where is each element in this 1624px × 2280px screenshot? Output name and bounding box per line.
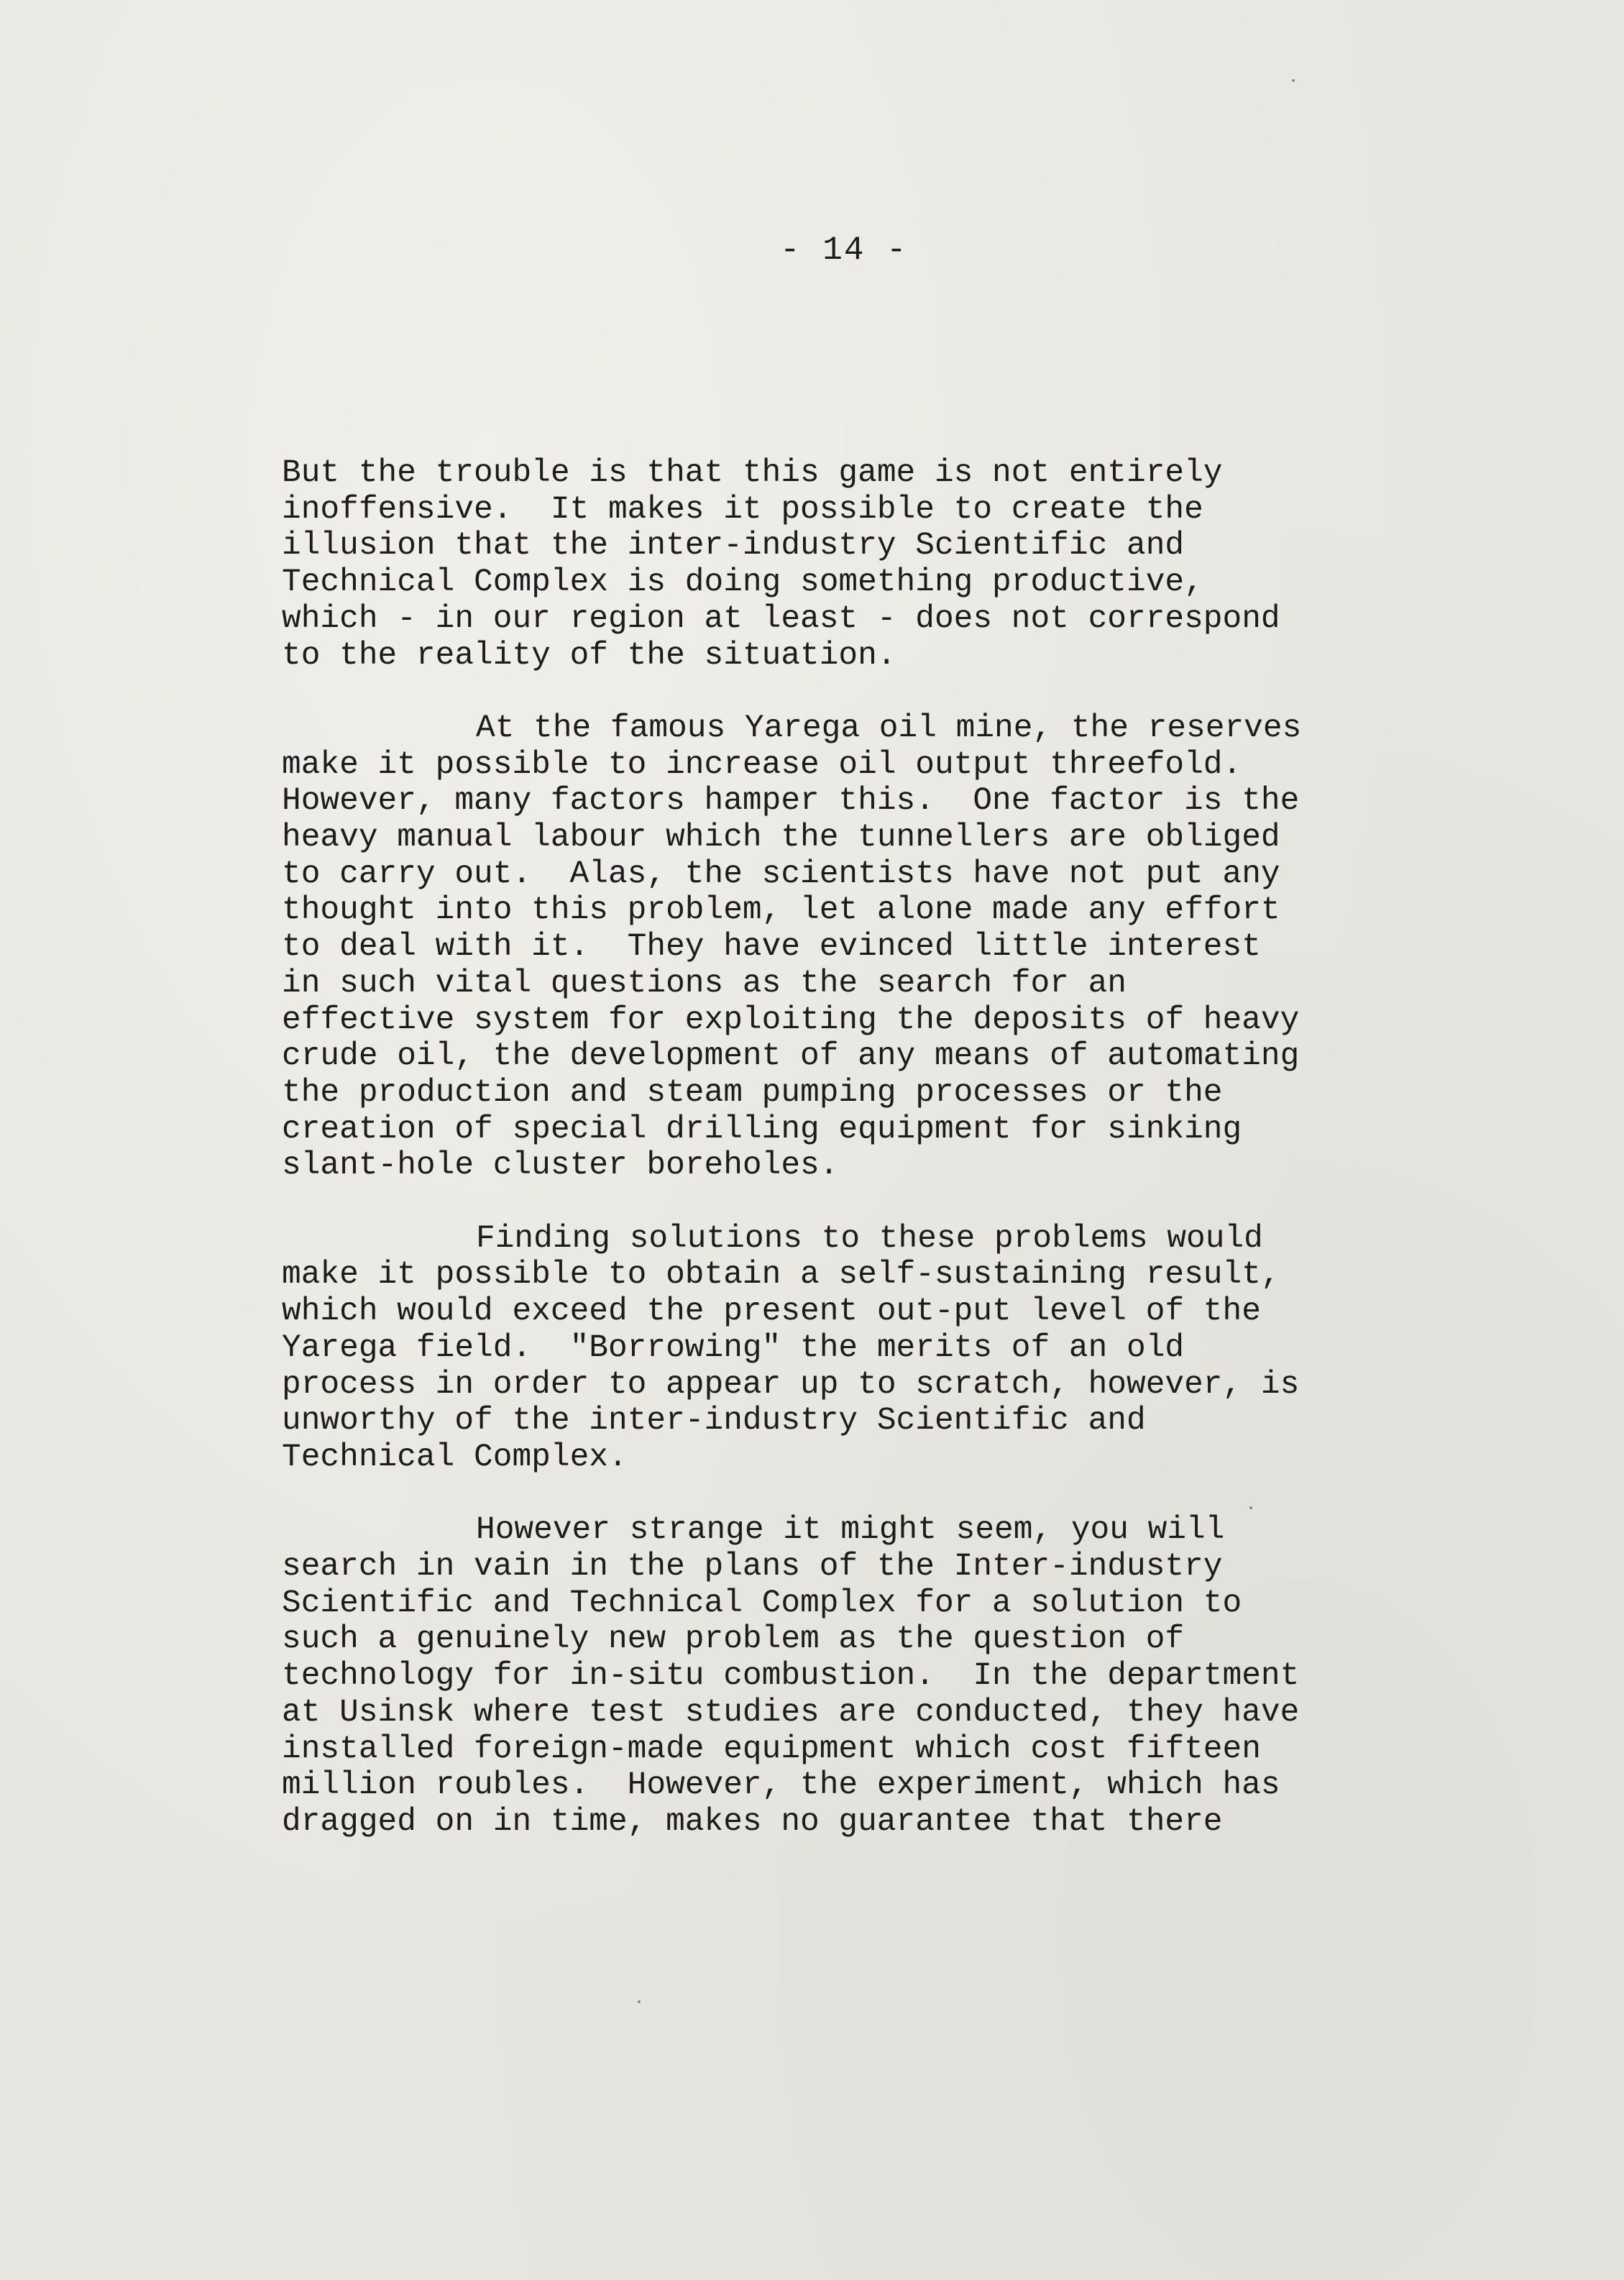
text-line: at Usinsk where test studies are conducted, they have xyxy=(282,1694,1300,1731)
text-line: to deal with it. They have evinced little interest xyxy=(282,929,1261,966)
paragraph xyxy=(282,1512,1461,1840)
text-line: process in order to appear up to scratch, however, is xyxy=(282,1366,1300,1403)
text-line: technology for in-situ combustion. In the department xyxy=(282,1658,1300,1695)
text-line: dragged on in time, makes no guarantee that there xyxy=(282,1803,1223,1840)
text-line: which - in our region at least - does not correspond xyxy=(282,600,1280,637)
text-line: Finding solutions to these problems would xyxy=(476,1220,1263,1257)
text-line: search in vain in the plans of the Inter-industry xyxy=(282,1549,1223,1585)
paragraph xyxy=(282,1221,1461,1476)
paper-speck xyxy=(638,2000,641,2003)
document-body xyxy=(282,455,1461,1877)
text-line: However, many factors hamper this. One factor is the xyxy=(282,783,1300,820)
text-line: However strange it might seem, you will xyxy=(476,1512,1225,1549)
text-line: Technical Complex. xyxy=(282,1439,628,1475)
text-line: million roubles. However, the experiment, which has xyxy=(282,1767,1280,1804)
text-line: thought into this problem, let alone made any effort xyxy=(282,892,1280,929)
text-line: effective system for exploiting the deposits of heavy xyxy=(282,1002,1300,1038)
text-line: inoffensive. It makes it possible to create the xyxy=(282,491,1203,528)
text-line: slant-hole cluster boreholes. xyxy=(282,1148,839,1184)
text-line: At the famous Yarega oil mine, the reserves xyxy=(476,710,1302,746)
text-line: in such vital questions as the search for an xyxy=(282,965,1127,1002)
text-line: heavy manual labour which the tunnellers are obliged xyxy=(282,820,1280,856)
text-line: unworthy of the inter-industry Scientific and xyxy=(282,1403,1146,1439)
paper-speck xyxy=(1292,79,1295,82)
text-line: Technical Complex is doing something productive, xyxy=(282,564,1203,601)
page-number: - 14 - xyxy=(780,232,908,269)
paragraph xyxy=(282,455,1461,674)
text-line: Yarega field. "Borrowing" the merits of an old xyxy=(282,1329,1185,1366)
text-line: make it possible to obtain a self-sustaining result, xyxy=(282,1257,1280,1294)
text-line: illusion that the inter-industry Scientific and xyxy=(282,528,1185,564)
text-line: installed foreign-made equipment which cost fifteen xyxy=(282,1731,1261,1767)
paragraph xyxy=(282,710,1461,1184)
text-line: crude oil, the development of any means of automating xyxy=(282,1038,1300,1075)
text-line: the production and steam pumping processes or the xyxy=(282,1074,1223,1111)
text-line: But the trouble is that this game is not entirely xyxy=(282,455,1223,491)
text-line: Scientific and Technical Complex for a solution to xyxy=(282,1585,1242,1621)
text-line: creation of special drilling equipment for sinking xyxy=(282,1111,1242,1148)
text-line: which would exceed the present out-put level of the xyxy=(282,1294,1261,1330)
text-line: such a genuinely new problem as the question of xyxy=(282,1621,1185,1658)
text-line: to carry out. Alas, the scientists have not put any xyxy=(282,856,1280,892)
text-line: make it possible to increase oil output threefold. xyxy=(282,746,1242,783)
text-line: to the reality of the situation. xyxy=(282,637,896,674)
